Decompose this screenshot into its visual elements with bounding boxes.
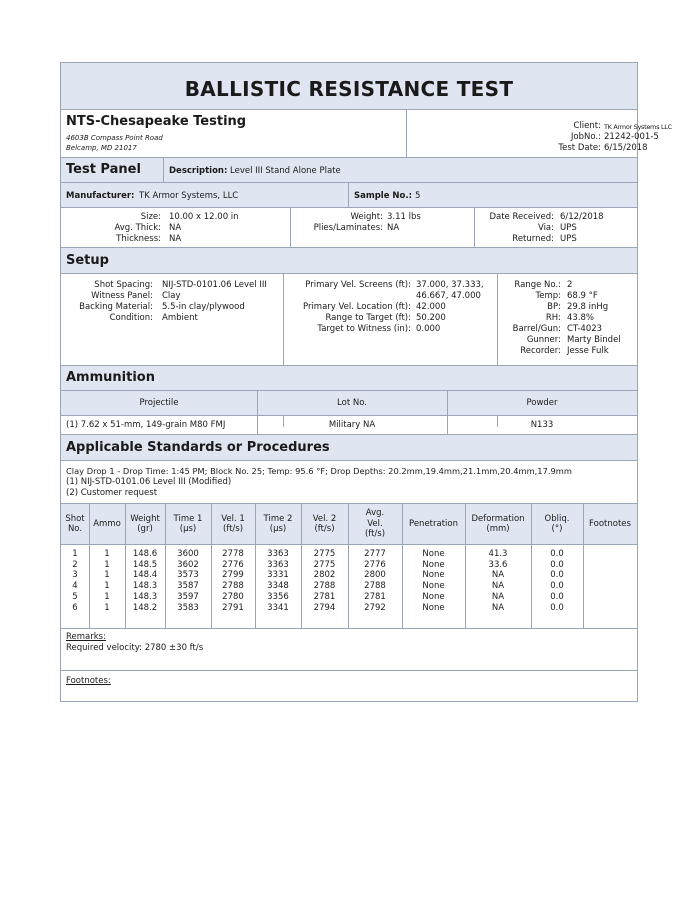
weight-label: Weight: (350, 212, 383, 222)
lab-address-line2: Belcamp, MD 21017 (66, 144, 137, 152)
shot-cell-shot-no: 4 (72, 581, 78, 592)
via-label: Via: (537, 223, 554, 233)
screens-value-1: 37.000, 37.333, (416, 280, 484, 290)
shot-cell-time-1: 3600 (177, 549, 199, 559)
witness-panel-value: Clay (162, 291, 181, 301)
shot-cell-shot-no: 3 (72, 570, 78, 581)
col-header-obliquity: Obliq. (°) (544, 513, 570, 534)
col-header-shot-no: Shot No. (65, 513, 85, 534)
manufacturer-value: TK Armor Systems, LLC (139, 191, 239, 201)
shot-cell-shot-no: 5 (72, 591, 78, 602)
target-witness-label: Target to Witness (in): (317, 324, 411, 334)
shot-cell-vel-1: 2799 (222, 570, 244, 581)
returned-label: Returned: (512, 234, 554, 244)
col-header-weight: Weight (gr) (130, 513, 160, 534)
shot-cell-time-2: 3331 (267, 570, 289, 581)
shot-cell-time-1: 3602 (177, 559, 199, 570)
test-date-label: Test Date: (558, 143, 601, 153)
shot-cell-avg-vel: 2792 (364, 602, 386, 613)
client-value: TK Armor Systems LLC (604, 123, 672, 131)
received-label: Date Received: (489, 212, 554, 222)
shot-cell-ammo: 1 (104, 602, 110, 613)
shot-cell-time-2: 3356 (267, 591, 289, 602)
shot-cell-deformation: NA (491, 602, 505, 613)
shot-cell-penetration: None (422, 549, 445, 559)
shot-cell-penetration: None (422, 570, 445, 581)
avg-thick-label: Avg. Thick: (114, 223, 161, 233)
lab-address-line1: 4603B Compass Point Road (66, 134, 163, 142)
shot-cell-vel-1: 2776 (222, 559, 244, 570)
title-band (61, 63, 637, 109)
shot-cell-vel-1: 2791 (222, 602, 244, 613)
shot-cell-shot-no: 6 (72, 602, 78, 613)
shot-cell-time-1: 3587 (177, 581, 199, 592)
lot-value: Military NA (328, 420, 376, 430)
thickness-value: NA (169, 234, 182, 244)
col-header-penetration: Penetration (409, 518, 458, 529)
shot-cell-vel-2: 2775 (313, 549, 336, 559)
ballistic-test-report (60, 62, 672, 702)
shot-cell-avg-vel: 2776 (364, 559, 386, 570)
shot-cell-deformation: 33.6 (488, 559, 508, 570)
projectile-value: (1) 7.62 x 51-mm, 149-grain M80 FMJ (66, 420, 226, 430)
bp-label: BP: (547, 302, 561, 312)
standards-heading: Applicable Standards or Procedures (66, 440, 330, 455)
temp-value: 68.9 °F (567, 291, 598, 301)
col-lot: Lot No. (337, 398, 367, 408)
col-header-vel-2: Vel. 2 (ft/s) (312, 513, 337, 534)
shot-cell-deformation: 41.3 (488, 549, 508, 559)
standards-line1: Clay Drop 1 - Drop Time: 1:45 PM; Block No. 25; Temp: 95.6 °F; Drop Depths: 20.2mm,19.4mm,21.1mm,20.4mm,17.9mm (66, 466, 572, 476)
shot-cell-weight: 148.3 (132, 591, 158, 602)
size-value: 10.00 x 12.00 in (169, 212, 239, 222)
shot-cell-shot-no: 2 (72, 559, 78, 570)
shot-cell-ammo: 1 (104, 570, 110, 581)
shot-cell-vel-1: 2788 (222, 581, 244, 592)
shot-cell-time-1: 3597 (177, 591, 199, 602)
shot-cell-vel-2: 2802 (313, 570, 336, 581)
shot-cell-weight: 148.3 (132, 581, 158, 592)
shot-cell-time-1: 3583 (177, 602, 199, 613)
shot-cell-ammo: 1 (104, 591, 110, 602)
remarks-label: Remarks: (66, 632, 106, 642)
range-no-value: 2 (567, 280, 573, 290)
shot-cell-time-2: 3348 (267, 581, 289, 592)
shot-cell-penetration: None (422, 559, 445, 570)
col-projectile: Projectile (139, 398, 179, 408)
col-header-time-1: Time 1 (μs) (173, 513, 203, 534)
shot-cell-penetration: None (422, 591, 445, 602)
col-header-avg-vel: Avg. Vel. (ft/s) (364, 508, 386, 540)
plies-value: NA (387, 223, 400, 233)
gunner-label: Gunner: (526, 335, 561, 345)
shot-cell-weight: 148.2 (132, 602, 158, 613)
vel-location-label: Primary Vel. Location (ft): (302, 302, 411, 312)
condition-value: Ambient (162, 313, 198, 323)
shot-cell-weight: 148.5 (132, 559, 158, 570)
avg-thick-value: NA (169, 223, 182, 233)
shot-cell-vel-2: 2781 (313, 591, 336, 602)
shot-cell-vel-2: 2775 (313, 559, 336, 570)
client-label: Client: (573, 121, 601, 131)
weight-value: 3.11 lbs (387, 212, 421, 222)
shot-cell-penetration: None (422, 602, 445, 613)
shot-cell-obliquity: 0.0 (550, 591, 564, 602)
shot-cell-shot-no: 1 (72, 549, 78, 559)
barrel-value: CT-4023 (567, 324, 603, 334)
shot-cell-deformation: NA (491, 570, 505, 581)
barrel-label: Barrel/Gun: (512, 324, 561, 334)
recorder-value: Jesse Fulk (567, 346, 609, 356)
shot-cell-avg-vel: 2800 (364, 570, 386, 581)
shot-cell-obliquity: 0.0 (550, 570, 564, 581)
range-target-value: 50.200 (416, 313, 446, 323)
gunner-value: Marty Bindel (567, 335, 621, 345)
shot-cell-ammo: 1 (104, 559, 110, 570)
job-value: 21242-001-5 (604, 132, 659, 142)
rh-label: RH: (545, 313, 561, 323)
shot-cell-avg-vel: 2781 (364, 591, 386, 602)
test-panel-band (61, 158, 637, 182)
shot-cell-deformation: NA (491, 591, 505, 602)
shot-cell-vel-1: 2780 (222, 591, 244, 602)
bp-value: 29.8 inHg (567, 302, 609, 312)
description-value: Level III Stand Alone Plate (230, 166, 341, 176)
backing-label: Backing Material: (79, 302, 153, 312)
via-value: UPS (560, 223, 577, 233)
shot-cell-obliquity: 0.0 (550, 549, 564, 559)
plies-label: Plies/Laminates: (313, 223, 383, 233)
shot-cell-time-2: 3363 (267, 549, 289, 559)
rh-value: 43.8% (567, 313, 595, 323)
col-header-footnotes: Footnotes (589, 518, 631, 529)
received-value: 6/12/2018 (560, 212, 604, 222)
shot-cell-weight: 148.6 (132, 549, 158, 559)
shot-spacing-value: NIJ-STD-0101.06 Level III (162, 280, 267, 290)
col-header-deformation: Deformation (mm) (471, 513, 525, 534)
shot-cell-vel-1: 2778 (222, 549, 244, 559)
shot-cell-obliquity: 0.0 (550, 602, 564, 613)
standards-line2: (1) NIJ-STD-0101.06 Level III (Modified) (66, 477, 232, 487)
shot-cell-time-1: 3573 (177, 570, 199, 581)
report-title: BALLISTIC RESISTANCE TEST (184, 77, 514, 101)
target-witness-value: 0.000 (416, 324, 441, 334)
col-header-time-2: Time 2 (μs) (263, 513, 293, 534)
thickness-label: Thickness: (116, 234, 161, 244)
test-panel-heading: Test Panel (66, 162, 141, 177)
col-header-vel-1: Vel. 1 (ft/s) (221, 513, 245, 534)
shot-cell-obliquity: 0.0 (550, 581, 564, 592)
remarks-text: Required velocity: 2780 ±30 ft/s (66, 643, 204, 653)
shot-cell-time-2: 3341 (267, 602, 289, 613)
vel-location-value: 42.000 (416, 302, 446, 312)
col-powder: Powder (526, 398, 558, 408)
backing-value: 5.5-in clay/plywood (162, 302, 245, 312)
shot-cell-avg-vel: 2777 (364, 549, 386, 559)
manufacturer-label: Manufacturer: (66, 191, 135, 201)
screens-label: Primary Vel. Screens (ft): (305, 280, 411, 290)
description-label: Description: (169, 166, 228, 176)
range-target-label: Range to Target (ft): (325, 313, 411, 323)
lab-name: NTS-Chesapeake Testing (66, 114, 247, 129)
footnotes-label: Footnotes: (66, 676, 111, 686)
shot-cell-deformation: NA (491, 581, 505, 592)
screens-value-2: 46.667, 47.000 (416, 291, 481, 301)
shot-cell-obliquity: 0.0 (550, 559, 564, 570)
job-label: JobNo.: (570, 132, 601, 142)
shot-cell-weight: 148.4 (132, 570, 158, 581)
shot-cell-time-2: 3363 (267, 559, 289, 570)
shot-cell-penetration: None (422, 581, 445, 592)
shot-cell-vel-2: 2788 (313, 581, 336, 592)
shot-cell-ammo: 1 (104, 581, 110, 592)
shot-spacing-label: Shot Spacing: (94, 280, 153, 290)
shot-cell-ammo: 1 (104, 549, 110, 559)
witness-panel-label: Witness Panel: (91, 291, 153, 301)
range-no-label: Range No.: (514, 280, 561, 290)
shot-cell-vel-2: 2794 (313, 602, 336, 613)
setup-band (61, 248, 637, 273)
size-label: Size: (140, 212, 161, 222)
temp-label: Temp: (535, 291, 561, 301)
standards-line3: (2) Customer request (66, 488, 158, 498)
test-date-value: 6/15/2018 (604, 143, 648, 153)
setup-heading: Setup (66, 253, 109, 268)
recorder-label: Recorder: (520, 346, 561, 356)
sample-label: Sample No.: (354, 191, 413, 201)
shot-cell-avg-vel: 2788 (364, 581, 386, 592)
powder-value: N133 (530, 420, 554, 430)
ammunition-heading: Ammunition (66, 370, 155, 385)
sample-value: 5 (415, 191, 421, 201)
col-header-ammo: Ammo (93, 518, 121, 529)
returned-value: UPS (560, 234, 577, 244)
condition-label: Condition: (109, 313, 153, 323)
